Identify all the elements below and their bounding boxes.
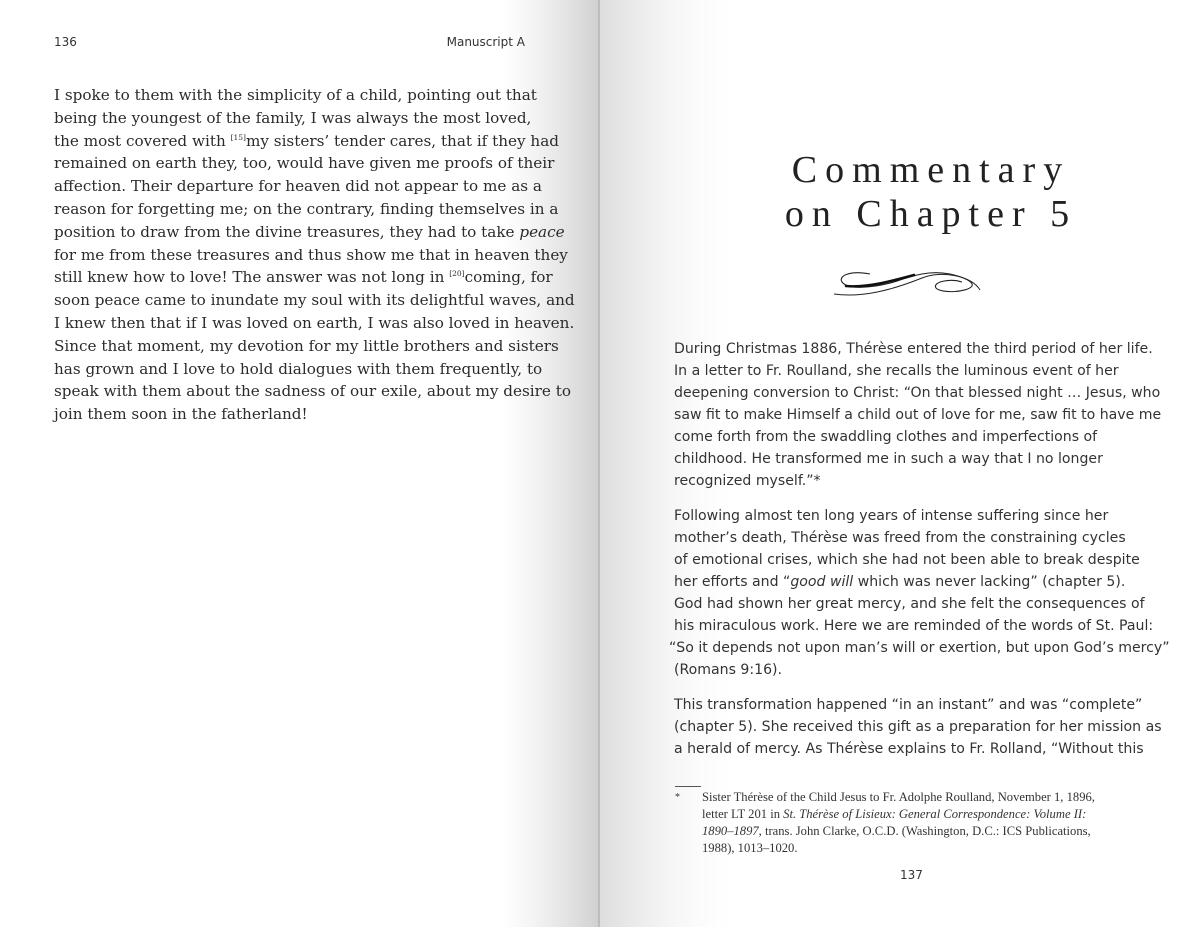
commentary-paragraph bbox=[674, 694, 1162, 760]
text-line: mother’s death, Thérèse was freed from the constraining cycles bbox=[674, 530, 1126, 546]
text-run: still knew how to love! The answer was not long in bbox=[54, 268, 450, 287]
text-line bbox=[54, 266, 553, 289]
text-line: Sister Thérèse of the Child Jesus to Fr. Adolphe Roulland, November 1, 1896, bbox=[702, 790, 1095, 804]
footnote-rule bbox=[675, 786, 701, 787]
commentary-paragraph bbox=[669, 505, 1170, 681]
text-line bbox=[54, 130, 559, 153]
text-line: “So it depends not upon man’s will or exertion, but upon God’s mercy” bbox=[669, 640, 1170, 656]
italic-text: peace bbox=[519, 222, 565, 241]
chapter-title bbox=[770, 148, 1092, 236]
text-line: join them soon in the fatherland! bbox=[54, 405, 308, 424]
italic-text: St. Thérèse of Lisieux: General Correspondence: Volume II: bbox=[783, 807, 1087, 821]
left-page-number: 136 bbox=[54, 35, 77, 49]
text-run: position to draw from the divine treasures, they had to take bbox=[54, 222, 520, 241]
text-line: soon peace came to inundate my soul with its delightful waves, and bbox=[54, 291, 575, 310]
text-line: Since that moment, my devotion for my little brothers and sisters bbox=[54, 336, 559, 355]
manuscript-body-text bbox=[54, 84, 575, 426]
text-run: my sisters’ tender cares, that if they had bbox=[245, 131, 559, 150]
italic-text: 1890–1897 bbox=[702, 824, 759, 838]
italic-text: good will bbox=[790, 574, 854, 590]
text-line bbox=[674, 571, 1146, 593]
chapter-title-line-2: on Chapter 5 bbox=[784, 193, 1078, 235]
text-line: come forth from the swaddling clothes and imperfections of bbox=[674, 429, 1098, 445]
reference-marker: [15] bbox=[230, 132, 246, 142]
text-run: coming, for bbox=[464, 268, 553, 287]
text-line: 1988), 1013–1020. bbox=[702, 841, 798, 855]
text-line: deepening conversion to Christ: “On that blessed night … Jesus, who bbox=[674, 385, 1161, 401]
text-line: During Christmas 1886, Thérèse entered the third period of her life. bbox=[674, 341, 1153, 357]
text-line: for me from these treasures and thus show me that in heaven they bbox=[54, 245, 568, 264]
commentary-body-text bbox=[669, 338, 1170, 773]
text-line: remained on earth they, too, would have given me proofs of their bbox=[54, 154, 555, 173]
text-line: In a letter to Fr. Roulland, she recalls the luminous event of her bbox=[674, 363, 1119, 379]
text-line: saw fit to make Himself a child out of love for me, saw fit to have me bbox=[674, 407, 1162, 423]
text-line bbox=[702, 806, 1125, 823]
text-line: has grown and I love to hold dialogues with them frequently, to bbox=[54, 359, 543, 378]
text-line: I spoke to them with the simplicity of a child, pointing out that bbox=[54, 86, 537, 104]
text-run: the most covered with bbox=[54, 131, 231, 150]
text-line: affection. Their departure for heaven did not appear to me as a bbox=[54, 177, 542, 196]
footnote-text bbox=[702, 789, 1125, 857]
text-run: , trans. John Clarke, O.C.D. (Washington, D.C.: ICS Publications, bbox=[758, 824, 1091, 838]
text-line: I knew then that if I was loved on earth, I was also loved in heaven. bbox=[54, 313, 575, 332]
footnote-mark: * bbox=[675, 792, 680, 803]
footnote bbox=[675, 789, 1125, 857]
left-page bbox=[0, 0, 599, 927]
flourish-ornament-icon bbox=[832, 264, 984, 300]
text-line: This transformation happened “in an instant” and was “complete” bbox=[674, 697, 1143, 713]
text-run: which was never lacking” (chapter 5). bbox=[853, 574, 1126, 590]
text-line bbox=[54, 221, 565, 244]
text-run: letter LT 201 in bbox=[702, 807, 784, 821]
text-line: reason for forgetting me; on the contrary, finding themselves in a bbox=[54, 199, 559, 218]
text-line: of emotional crises, which she had not been able to break despite bbox=[674, 552, 1140, 568]
text-line: (chapter 5). She received this gift as a preparation for her mission as bbox=[674, 719, 1162, 735]
text-line bbox=[702, 823, 1125, 840]
right-page bbox=[600, 0, 1200, 927]
text-line: Following almost ten long years of intense suffering since her bbox=[674, 508, 1109, 524]
text-line: his miraculous work. Here we are reminded of the words of St. Paul: bbox=[674, 618, 1154, 634]
running-title: Manuscript A bbox=[446, 35, 525, 49]
text-line: being the youngest of the family, I was always the most loved, bbox=[54, 108, 532, 127]
text-line: (Romans 9:16). bbox=[674, 662, 783, 678]
text-line: speak with them about the sadness of our exile, about my desire to bbox=[54, 382, 571, 401]
commentary-paragraph bbox=[674, 338, 1162, 492]
text-line: childhood. He transformed me in such a way that I no longer bbox=[674, 451, 1103, 467]
text-line: God had shown her great mercy, and she felt the consequences of bbox=[674, 596, 1145, 612]
reference-marker: [20] bbox=[449, 269, 465, 279]
text-line: recognized myself.”* bbox=[674, 473, 821, 489]
text-line: a herald of mercy. As Thérèse explains to Fr. Rolland, “Without this bbox=[674, 741, 1144, 757]
chapter-title-line-1: Commentary bbox=[791, 149, 1071, 191]
text-run: her efforts and “ bbox=[674, 574, 791, 590]
right-page-number: 137 bbox=[900, 868, 923, 882]
